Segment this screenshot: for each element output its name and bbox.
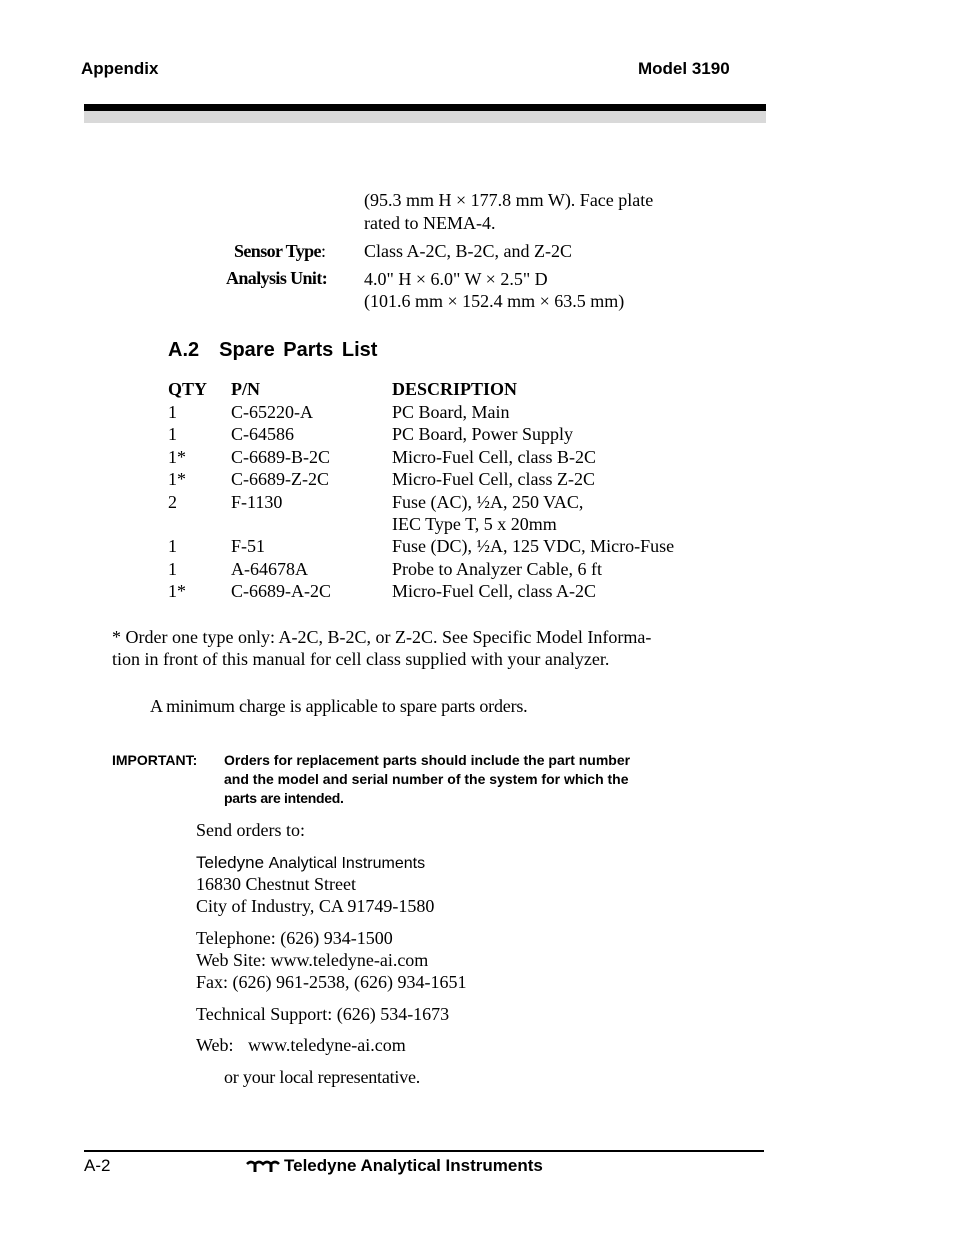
spec-sensor-label-wrap: [234, 240, 326, 262]
row-desc: Micro-Fuel Cell, class A-2C: [392, 581, 596, 601]
row-pn: C-6689-A-2C: [231, 581, 331, 601]
contact-fax: Fax: (626) 961-2538, (626) 934-1651: [196, 972, 467, 992]
address-city: City of Industry, CA 91749-1580: [196, 896, 435, 916]
section-heading: [168, 339, 377, 362]
header-section: Appendix: [81, 59, 159, 78]
row-qty: 2: [168, 492, 177, 512]
row-desc: Probe to Analyzer Cable, 6 ft: [392, 559, 602, 579]
row-desc: Micro-Fuel Cell, class Z-2C: [392, 469, 595, 489]
row-desc: PC Board, Power Supply: [392, 424, 574, 444]
important-line3: parts are intended.: [224, 790, 344, 806]
footer-rule: [84, 1150, 764, 1152]
spec-analysis-label: Analysis Unit:: [226, 268, 328, 288]
send-orders-label: Send orders to:: [196, 820, 305, 840]
teledyne-logo-icon: [246, 1159, 280, 1177]
header-shade: [84, 111, 766, 123]
parts-table-header: [168, 378, 768, 400]
spec-faceplate-line2: rated to NEMA-4.: [364, 213, 496, 233]
row-pn: A-64678A: [231, 559, 308, 579]
company-name-first: Teledyne: [196, 853, 265, 872]
spec-sensor-value: Class A-2C, B-2C, and Z-2C: [364, 241, 573, 261]
spec-analysis-line2: (101.6 mm × 152.4 mm × 63.5 mm): [364, 291, 625, 311]
row-qty: 1: [168, 402, 177, 422]
spec-sensor-label: Sensor Type: [234, 241, 321, 261]
contact-website: Web Site: www.teledyne-ai.com: [196, 950, 429, 970]
page-number: A-2: [84, 1156, 111, 1175]
row-desc: Fuse (AC), ½A, 250 VAC,: [392, 492, 584, 512]
table-row: [168, 446, 768, 468]
row-qty: 1*: [168, 581, 186, 601]
table-row: [168, 491, 768, 513]
table-row: [168, 513, 768, 535]
table-row: [168, 401, 768, 423]
row-desc: Micro-Fuel Cell, class B-2C: [392, 447, 596, 467]
section-number: A.2: [168, 339, 200, 361]
table-row: [168, 535, 768, 557]
header-model: Model 3190: [638, 59, 730, 78]
footnote-line2: tion in front of this manual for cell class supplied with your analyzer.: [112, 649, 610, 669]
spec-sensor-colon: :: [320, 241, 326, 261]
table-row: [168, 580, 768, 602]
important-line2: and the model and serial number of the system for which the: [224, 771, 629, 787]
col-pn-header: P/N: [231, 379, 260, 399]
row-desc: IEC Type T, 5 x 20mm: [392, 514, 557, 534]
row-qty: 1: [168, 536, 177, 556]
footer-company-name: Teledyne Analytical Instruments: [284, 1156, 543, 1175]
row-qty: 1: [168, 424, 177, 444]
footnote-line1: * Order one type only: A-2C, B-2C, or Z-2C. See Specific Model Informa-: [112, 627, 652, 647]
local-representative-note: or your local representative.: [224, 1067, 421, 1087]
row-pn: C-64586: [231, 424, 294, 444]
row-pn: F-1130: [231, 492, 283, 512]
row-pn: C-6689-B-2C: [231, 447, 330, 467]
row-pn: F-51: [231, 536, 266, 556]
address-street: 16830 Chestnut Street: [196, 874, 356, 894]
row-desc: PC Board, Main: [392, 402, 510, 422]
minimum-charge-note: A minimum charge is applicable to spare parts orders.: [150, 696, 528, 716]
spec-analysis-line1: 4.0" H × 6.0" W × 2.5" D: [364, 269, 548, 289]
contact-web-label: Web:: [196, 1035, 234, 1055]
table-row: [168, 423, 768, 445]
contact-tech-support: Technical Support: (626) 534-1673: [196, 1004, 450, 1024]
section-title: Spare Parts List: [219, 339, 378, 361]
company-name: [196, 851, 425, 875]
header-rule: [84, 104, 766, 111]
col-desc-header: DESCRIPTION: [392, 379, 518, 399]
row-qty: 1*: [168, 469, 186, 489]
row-pn: C-6689-Z-2C: [231, 469, 329, 489]
contact-telephone: Telephone: (626) 934-1500: [196, 928, 393, 948]
spec-faceplate-line1: (95.3 mm H × 177.8 mm W). Face plate: [364, 190, 654, 210]
row-pn: C-65220-A: [231, 402, 313, 422]
table-row: [168, 558, 768, 580]
company-name-rest: Analytical Instruments: [268, 855, 426, 872]
important-line1: Orders for replacement parts should include the part number: [224, 752, 631, 768]
row-desc: Fuse (DC), ½A, 125 VDC, Micro-Fuse: [392, 536, 675, 556]
contact-web-url: www.teledyne-ai.com: [248, 1035, 406, 1055]
col-qty-header: QTY: [168, 379, 208, 399]
table-row: [168, 468, 768, 490]
row-qty: 1: [168, 559, 177, 579]
row-qty: 1*: [168, 447, 186, 467]
important-label: IMPORTANT:: [112, 752, 198, 768]
